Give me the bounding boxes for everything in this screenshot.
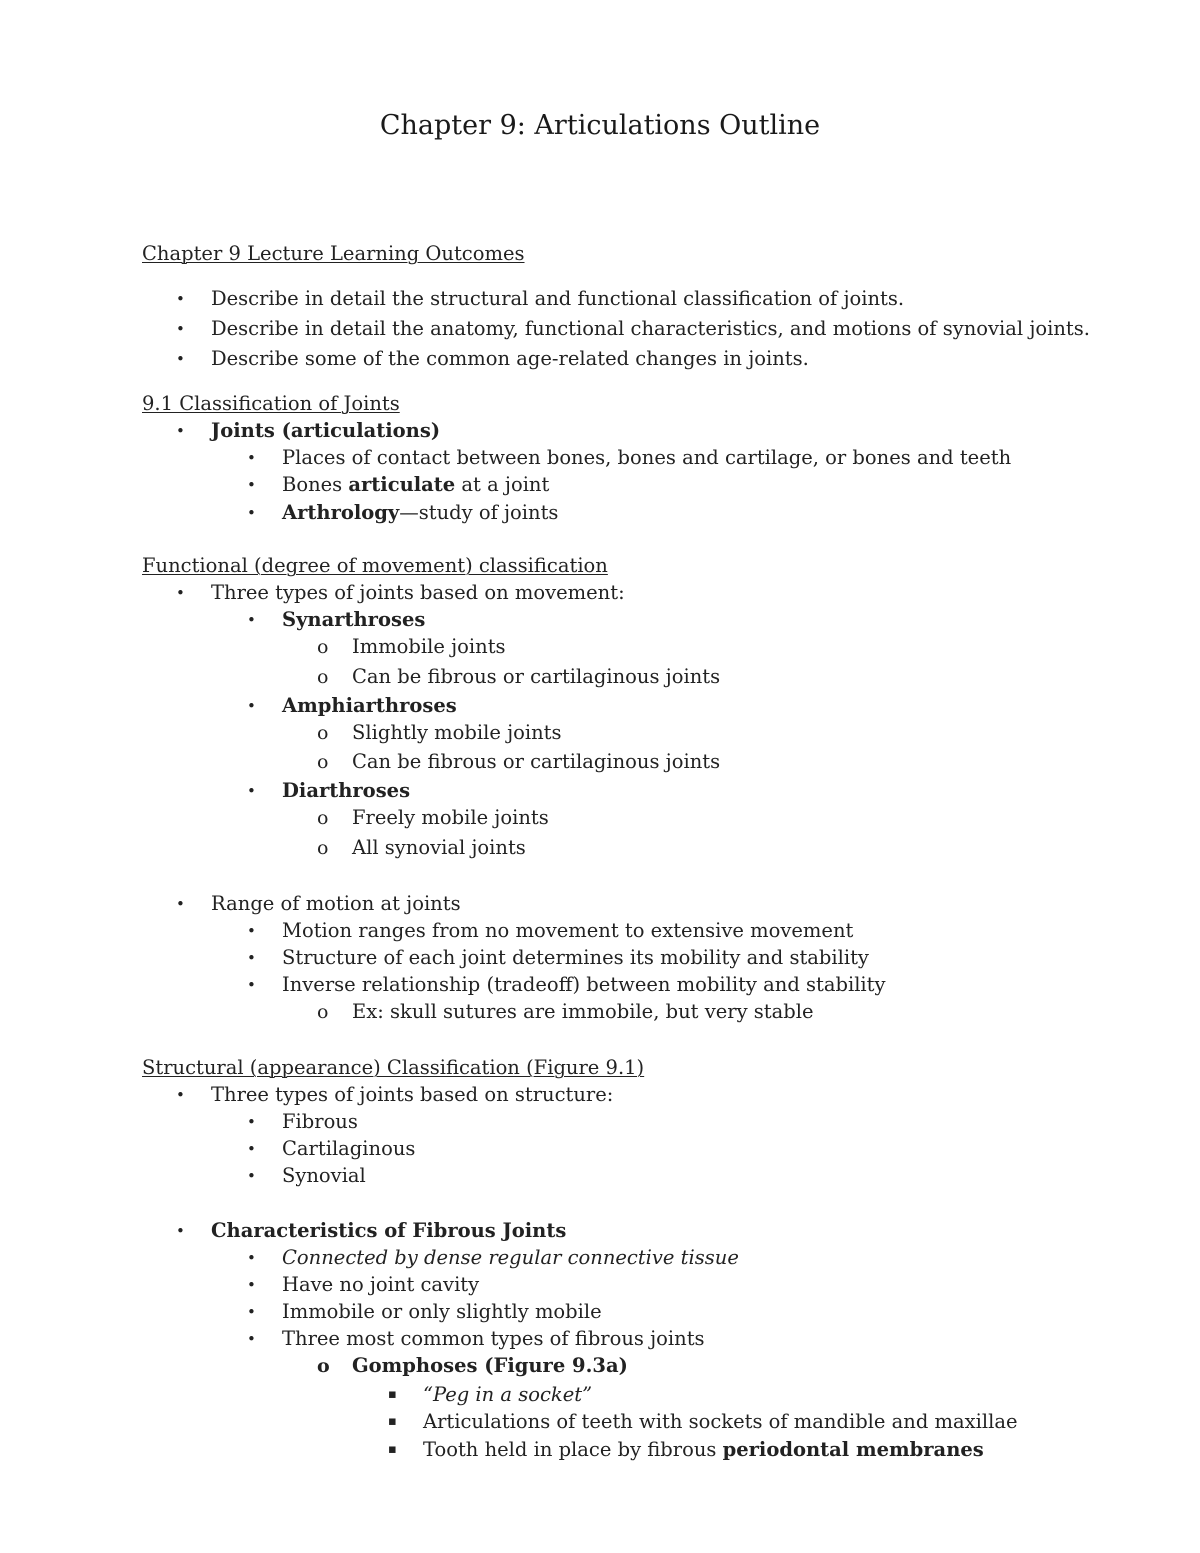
outcome-item: Describe in detail the anatomy, functional characteristics, and motions of synovial joints. — [211, 317, 1090, 340]
list-item: Can be fibrous or cartilaginous joints — [352, 665, 721, 688]
square-bullet: ▪ — [388, 1442, 397, 1457]
bullet: • — [247, 697, 256, 715]
bullet: • — [247, 476, 256, 494]
bullet: • — [247, 1330, 256, 1348]
list-item: Can be fibrous or cartilaginous joints — [352, 750, 721, 773]
bullet: • — [176, 584, 185, 602]
outcome-item: Describe in detail the structural and functional classification of joints. — [211, 287, 905, 310]
gomphoses-term: Gomphoses (Figure 9.3a) — [352, 1354, 628, 1377]
outcome-item: Describe some of the common age-related changes in joints. — [211, 347, 809, 370]
square-bullet: ▪ — [388, 1414, 397, 1429]
bullet: • — [247, 949, 256, 967]
bullet: • — [247, 922, 256, 940]
classification-heading: 9.1 Classification of Joints — [142, 392, 400, 415]
list-item: Arthrology—study of joints — [282, 501, 559, 524]
list-item: Structure of each joint determines its mobility and stability — [282, 946, 869, 969]
bullet: • — [176, 290, 185, 308]
bullet: • — [176, 350, 185, 368]
structural-heading: Structural (appearance) Classification (Figure 9.1) — [142, 1056, 645, 1079]
circle-bullet: o — [317, 807, 329, 829]
outcomes-heading: Chapter 9 Lecture Learning Outcomes — [142, 242, 525, 265]
bullet: • — [247, 1303, 256, 1321]
joints-term: Joints (articulations) — [211, 419, 441, 442]
amphiarthroses-term: Amphiarthroses — [282, 694, 457, 717]
bullet: • — [247, 976, 256, 994]
list-item: Tooth held in place by fibrous periodontal membranes — [423, 1438, 984, 1461]
bullet: • — [176, 320, 185, 338]
circle-bullet: o — [317, 1355, 330, 1377]
functional-heading: Functional (degree of movement) classification — [142, 554, 608, 577]
synarthroses-term: Synarthroses — [282, 608, 426, 631]
page-title: Chapter 9: Articulations Outline — [379, 110, 821, 141]
list-item: Connected by dense regular connective tissue — [282, 1246, 739, 1269]
list-item: Range of motion at joints — [211, 892, 461, 915]
list-item: Immobile or only slightly mobile — [282, 1300, 602, 1323]
bullet: • — [247, 1249, 256, 1267]
list-item: Three types of joints based on movement: — [211, 581, 625, 604]
circle-bullet: o — [317, 751, 329, 773]
list-item: Ex: skull sutures are immobile, but very stable — [352, 1000, 814, 1023]
square-bullet: ▪ — [388, 1387, 397, 1402]
bullet: • — [247, 1276, 256, 1294]
bullet: • — [247, 782, 256, 800]
bullet: • — [247, 611, 256, 629]
bullet: • — [247, 504, 256, 522]
bullet: • — [247, 449, 256, 467]
list-item: Have no joint cavity — [282, 1273, 480, 1296]
bullet: • — [247, 1167, 256, 1185]
circle-bullet: o — [317, 636, 329, 658]
diarthroses-term: Diarthroses — [282, 779, 411, 802]
list-item: Three most common types of fibrous joints — [282, 1327, 705, 1350]
list-item: “Peg in a socket” — [423, 1383, 593, 1406]
list-item: Freely mobile joints — [352, 806, 549, 829]
circle-bullet: o — [317, 722, 329, 744]
bullet: • — [247, 1140, 256, 1158]
bullet: • — [176, 1222, 185, 1240]
circle-bullet: o — [317, 666, 329, 688]
list-item: Synovial — [282, 1164, 366, 1187]
bullet: • — [176, 1086, 185, 1104]
list-item: All synovial joints — [352, 836, 526, 859]
list-item: Bones articulate at a joint — [282, 473, 550, 496]
list-item: Articulations of teeth with sockets of mandible and maxillae — [423, 1410, 1018, 1433]
bullet: • — [176, 895, 185, 913]
list-item: Fibrous — [282, 1110, 358, 1133]
circle-bullet: o — [317, 1001, 329, 1023]
bullet: • — [247, 1113, 256, 1131]
circle-bullet: o — [317, 837, 329, 859]
fibrous-heading: Characteristics of Fibrous Joints — [211, 1219, 567, 1242]
list-item: Slightly mobile joints — [352, 721, 562, 744]
list-item: Immobile joints — [352, 635, 506, 658]
list-item: Three types of joints based on structure: — [211, 1083, 614, 1106]
list-item: Inverse relationship (tradeoff) between mobility and stability — [282, 973, 886, 996]
list-item: Cartilaginous — [282, 1137, 416, 1160]
list-item: Motion ranges from no movement to extensive movement — [282, 919, 854, 942]
bullet: • — [176, 422, 185, 440]
list-item: Places of contact between bones, bones and cartilage, or bones and teeth — [282, 446, 1012, 469]
